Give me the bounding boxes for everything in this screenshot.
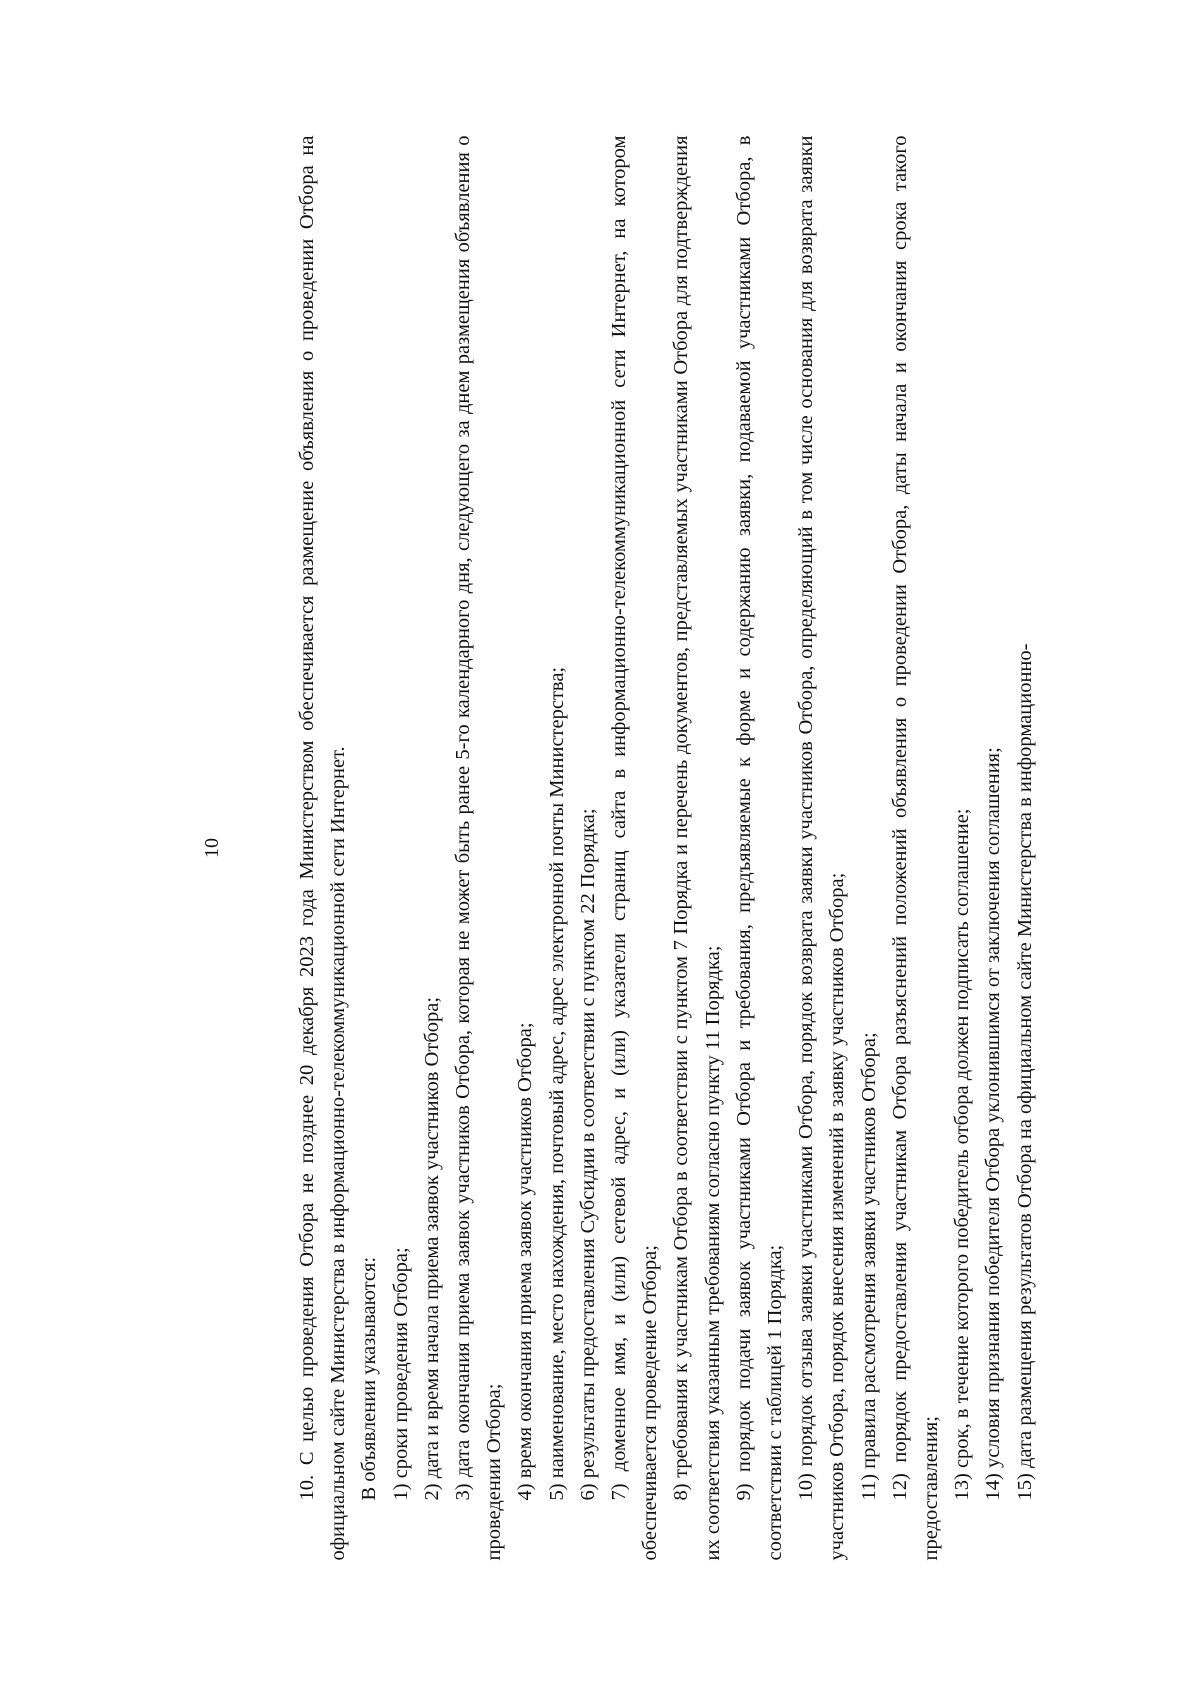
list-item-4: 4) время окончания приема заявок участников Отбора; [514, 1022, 537, 1501]
paragraph-10: 10. С целью проведения Отбора не позднее 20 декабря 2023 года Министерством обеспечивается размещение объявления о проведении Отбора на официальном сайте Министерства в информационно-телекоммуникационной сети Интернет. [296, 135, 350, 1561]
list-item-2: 2) дата и время начала приема заявок участников Отбора; [420, 996, 443, 1501]
list-item-3: 3) дата окончания приема заявок участников Отбора, которая не может быть ранее 5-го календарного дня, следующего за днем размещения объявления о проведении Отбора; [452, 135, 506, 1561]
list-item-15: 15) дата размещения результатов Отбора на официальном сайте Министерства в информационно- [1013, 643, 1036, 1501]
list-item-14: 14) условия признания победителя Отбора уклонившимся от заключения соглашения; [982, 747, 1005, 1501]
list-item-12: 12) порядок предоставления участникам Отбора разъяснений положений объявления о проведении Отбора, даты начала и окончания срока такого предоставления; [888, 135, 943, 1561]
rotated-page-content [200, 136, 1160, 1561]
page-number: 10 [201, 838, 223, 858]
list-item-6: 6) результаты предоставления Субсидии в соответствии с пунктом 22 Порядка; [576, 808, 599, 1501]
list-item-5: 5) наименование, место нахождения, почтовый адрес, адрес электронной почты Министерства; [545, 666, 568, 1501]
list-item-9: 9) порядок подачи заявок участниками Отбора и требования, предъявляемые к форме и содержанию заявки, подаваемой участниками Отбора, в соответствии с таблицей 1 Порядка; [732, 135, 787, 1561]
document-body [292, 136, 1041, 1561]
list-item-7: 7) доменное имя, и (или) сетевой адрес, и (или) указатели страниц сайта в информационно-телекоммуникационной сети Интернет, на котором обеспечивается проведение Отбора; [608, 135, 662, 1561]
list-item-10: 10) порядок отзыва заявки участниками Отбора, порядок возврата заявки участников Отбора, определяющий в том числе основания для возврата заявки участников Отбора, порядок внесения изменений в заявку участников Отбора; [795, 135, 849, 1561]
list-item-13: 13) срок, в течение которого победитель отбора должен подписать соглашение; [951, 808, 974, 1501]
list-item-8: 8) требования к участникам Отбора в соответствии с пунктом 7 Порядка и перечень документов, представляемых участниками Отбора для подтверждения их соответствия указанным требованиям согласно пункту 11 Порядка; [670, 135, 724, 1561]
list-item-11: 11) правила рассмотрения заявки участников Отбора; [857, 1032, 880, 1501]
list-intro: В объявлении указываются: [358, 1256, 381, 1501]
list-item-1: 1) сроки проведения Отбора; [389, 1247, 412, 1501]
